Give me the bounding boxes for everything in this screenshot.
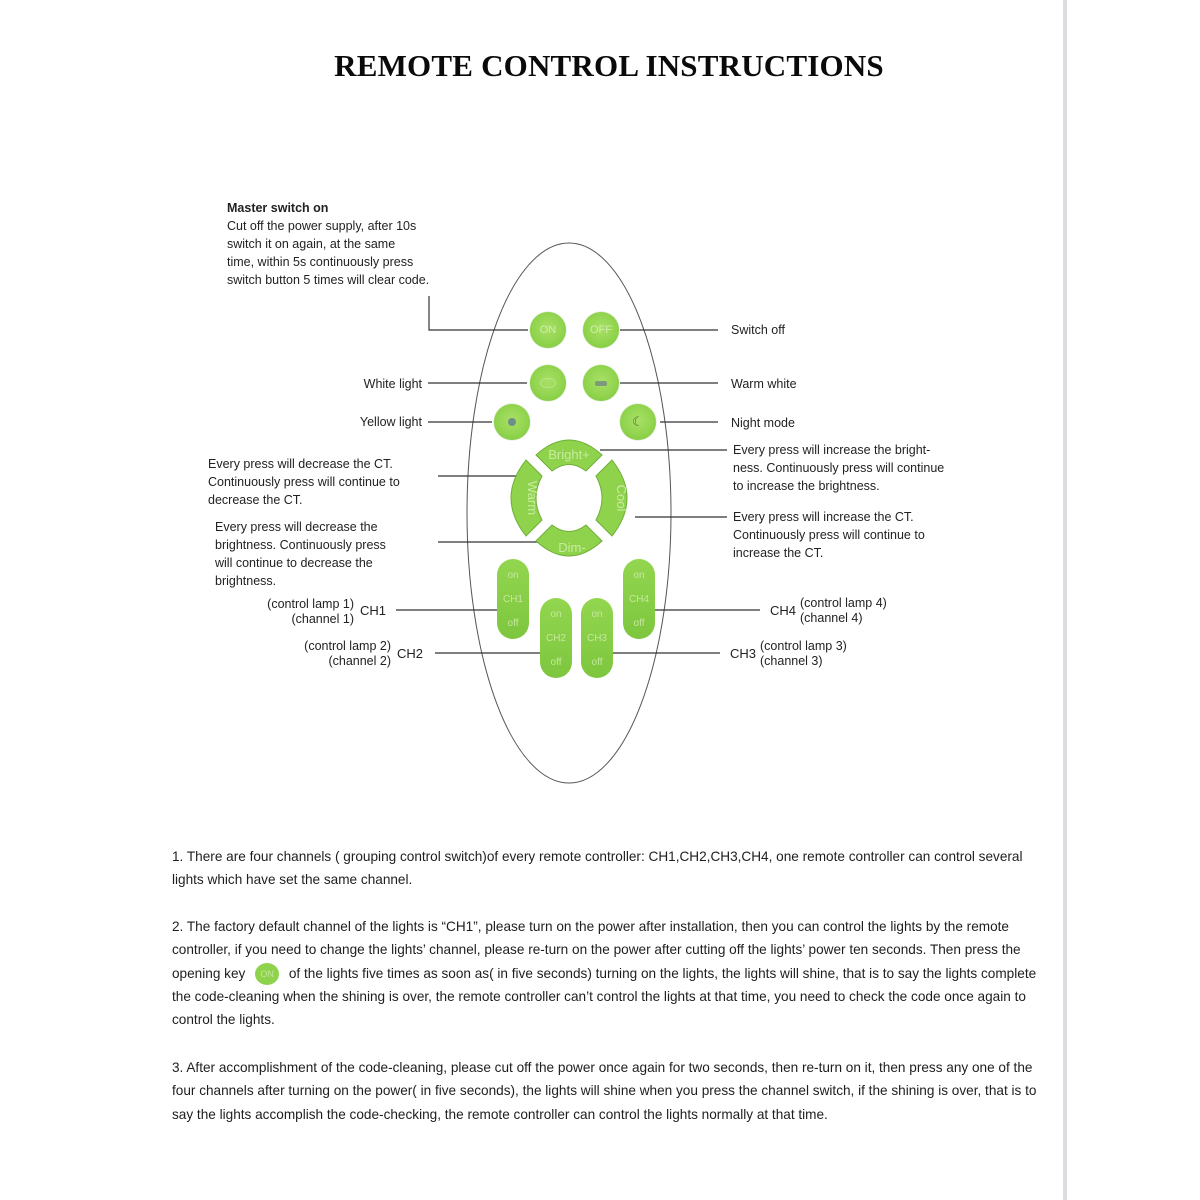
bright-description: to increase the brightness. (733, 479, 880, 493)
ch1-lamp-label: (control lamp 1) (267, 597, 354, 611)
master-switch-line: switch button 5 times will clear code. (227, 273, 430, 287)
night-mode-label: Night mode (731, 416, 795, 430)
white-light-label: White light (363, 377, 422, 391)
ch3-off-label: off (591, 656, 603, 668)
bright-button-label: Bright+ (548, 447, 590, 462)
ch3-channel-label: (channel 3) (760, 654, 823, 668)
instruction-3: 3. After accomplishment of the code-cleaning, please cut off the power once again for two seconds, then re-turn on it, then press any one of the four channels after turning on the power( in five seconds), the lights will shine when you press the channel switch, if the shining is over, that is to say the lights accomplish the code-checking, the remote controller can control the lights normally at that time. (172, 1060, 1037, 1122)
ch4-channel-label: (channel 4) (800, 611, 863, 625)
ch1-name-label: CH1 (502, 593, 523, 605)
warm-button-label: Warm (525, 480, 540, 516)
on-button[interactable]: ON (530, 312, 566, 348)
page-title: REMOTE CONTROL INSTRUCTIONS (334, 48, 884, 83)
warm-button[interactable] (508, 468, 538, 528)
cool-description: increase the CT. (733, 546, 824, 560)
switch-off-label: Switch off (731, 323, 785, 337)
master-switch-line: Cut off the power supply, after 10s (227, 219, 417, 233)
white-light-button[interactable] (530, 365, 566, 401)
dim-button-label: Dim- (558, 540, 586, 555)
ch3-label: CH3 (730, 646, 757, 661)
leader-line-on (429, 296, 528, 330)
ch2-on-label: on (550, 608, 562, 620)
dot-icon (508, 418, 516, 426)
master-switch-line: switch it on again, at the same (227, 237, 396, 251)
ch3-name-label: CH3 (586, 632, 607, 644)
warm-description: Continuously press will continue to (208, 475, 400, 489)
ch2-off-label: off (550, 656, 562, 668)
ch2-button[interactable] (540, 598, 572, 678)
warm-light-icon (595, 381, 607, 386)
ch4-label: CH4 (770, 603, 797, 618)
ch1-label: CH1 (360, 603, 387, 618)
dim-description: will continue to decrease the (215, 556, 373, 570)
instruction-1: 1. There are four channels ( grouping control switch)of every remote controller: CH1,CH2,CH3,CH4, one remote controller can control several lights which have set the same channel. (172, 849, 1023, 888)
master-switch-line: time, within 5s continuously press (227, 255, 414, 269)
master-switch-heading: Master switch on (227, 201, 329, 215)
bright-button[interactable] (540, 436, 600, 466)
instruction-2-after: of the lights five times as soon as( in five seconds) turning on the lights, the lights will shine, that is to say the lights complete the code-cleaning when the shining is over, the remote controller can’t control the lights at that time, you need to check the code once again to control the lights. (172, 965, 1037, 1028)
dim-description: brightness. Continuously press (215, 538, 386, 552)
night-mode-button[interactable] (620, 404, 656, 440)
dim-button[interactable] (540, 530, 600, 560)
ch2-lamp-label: (control lamp 2) (304, 639, 391, 653)
yellow-light-button[interactable] (494, 404, 530, 440)
ch3-on-label: on (591, 608, 603, 620)
instruction-2-before: 2. The factory default channel of the lights is “CH1”, please turn on the power after installation, then you can control the lights by the remote controller, if you need to change the lights’ channel, please re-turn on the power after cutting off the lights’ power ten seconds. Then press the opening key (172, 919, 1021, 981)
cool-description: Continuously press will continue to (733, 528, 925, 542)
on-key-icon: ON (255, 963, 279, 985)
ch1-on-label: on (507, 569, 519, 581)
ch3-button[interactable] (581, 598, 613, 678)
dim-description: brightness. (215, 574, 277, 588)
sun-icon (540, 378, 556, 388)
cool-description: Every press will increase the CT. (733, 510, 914, 524)
bright-description: ness. Continuously press will continue (733, 461, 945, 475)
ch4-name-label: CH4 (628, 593, 649, 605)
ch4-lamp-label: (control lamp 4) (800, 596, 887, 610)
ch4-button[interactable] (623, 559, 655, 639)
leader-lines (396, 296, 760, 653)
ch1-button[interactable] (497, 559, 529, 639)
ch4-on-label: on (633, 569, 645, 581)
ch1-off-label: off (507, 617, 519, 629)
instruction-2 (172, 915, 1042, 1032)
yellow-light-label: Yellow light (359, 415, 422, 429)
ch2-label: CH2 (397, 646, 424, 661)
warm-description: Every press will decrease the CT. (208, 457, 393, 471)
bright-description: Every press will increase the bright- (733, 443, 931, 457)
ch2-channel-label: (channel 2) (328, 654, 391, 668)
ch3-lamp-label: (control lamp 3) (760, 639, 847, 653)
ch2-name-label: CH2 (545, 632, 566, 644)
ch4-off-label: off (633, 617, 645, 629)
off-button[interactable]: OFF (583, 312, 619, 348)
moon-icon: ☾ (632, 414, 644, 429)
cool-button-label: Cool (614, 484, 629, 512)
remote-outline (467, 243, 671, 783)
warm-white-button[interactable] (583, 365, 619, 401)
warm-description: decrease the CT. (208, 493, 303, 507)
dim-description: Every press will decrease the (215, 520, 378, 534)
cool-button[interactable] (601, 468, 631, 528)
ch1-channel-label: (channel 1) (291, 612, 354, 626)
warm-white-label: Warm white (731, 377, 797, 391)
